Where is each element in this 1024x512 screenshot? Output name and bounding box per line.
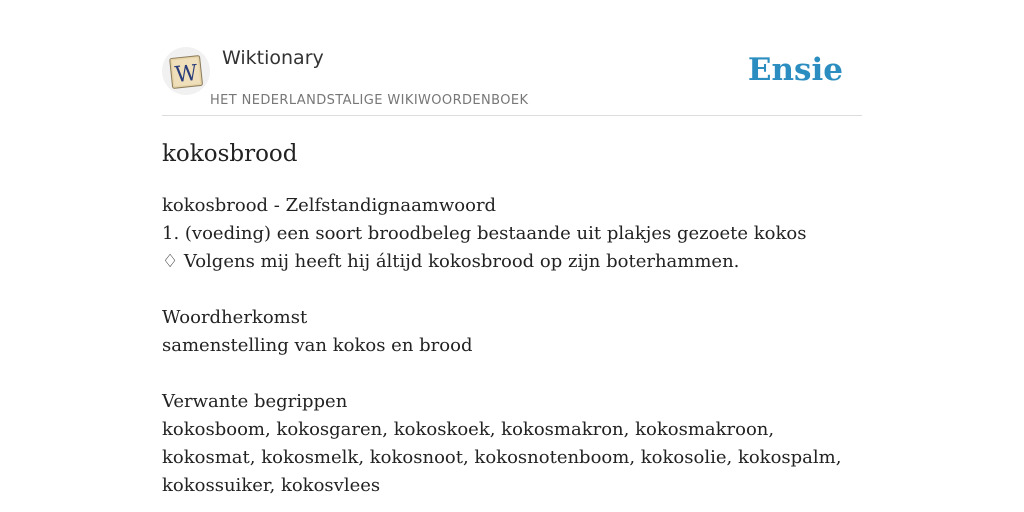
site-name[interactable]: Wiktionary — [222, 47, 324, 69]
brand-logo[interactable]: Ensie — [747, 52, 843, 88]
related-heading: Verwante begrippen — [162, 391, 348, 412]
definition: 1. (voeding) een soort broodbeleg bestaande uit plakjes gezoete kokos — [162, 223, 807, 244]
wiktionary-logo-icon[interactable] — [162, 47, 210, 95]
related-terms: kokosboom, kokosgaren, kokoskoek, kokosmakron, kokosmakroon, kokosmat, kokosmelk, kokosnoot, kokosnotenboom, kokosolie, kokospalm, kokossuiker, kokosvlees — [162, 419, 842, 496]
example-sentence: ♢ Volgens mij heeft hij áltijd kokosbrood op zijn boterhammen. — [162, 251, 740, 272]
etymology-text: samenstelling van kokos en brood — [162, 335, 473, 356]
page-title: kokosbrood — [162, 141, 298, 167]
word-type: kokosbrood - Zelfstandignaamwoord — [162, 195, 497, 216]
entry-content — [162, 192, 862, 500]
page — [162, 0, 862, 512]
spacer — [162, 360, 862, 388]
spacer — [162, 276, 862, 304]
site-tagline: HET NEDERLANDSTALIGE WIKIWOORDENBOEK — [210, 93, 529, 108]
etymology-heading: Woordherkomst — [162, 307, 308, 328]
svg-text:W: W — [173, 60, 199, 89]
header-divider — [162, 115, 862, 116]
